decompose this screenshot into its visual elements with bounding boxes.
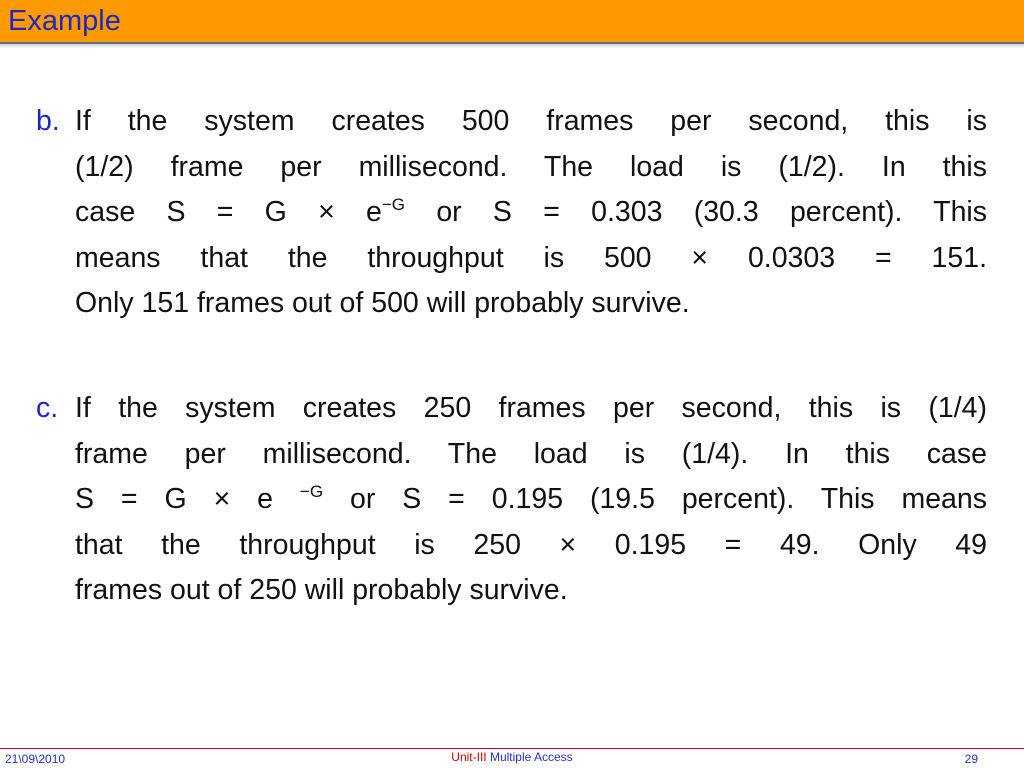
formula-exponent: −G (381, 195, 406, 214)
text-line: If the system creates 250 frames per second, this is (1/4) (75, 392, 987, 424)
footer-unit: Unit-III (451, 750, 487, 764)
page-number: 29 (964, 752, 978, 766)
footer-divider (0, 748, 1024, 749)
title-bar (0, 0, 1024, 44)
formula-rest: or S = 0.195 (19.5 percent). This means (349, 483, 987, 515)
footer-topic: Multiple Access (486, 750, 573, 764)
footer-unit-title (0, 750, 1024, 764)
text-line: means that the throughput is 500 × 0.0303 = 151. (75, 241, 987, 274)
bullet-marker-b: b. (36, 105, 60, 137)
bullet-item-b (36, 99, 988, 327)
text-line-formula (75, 477, 987, 523)
text-line: that the throughput is 250 × 0.195 = 49. Only 49 (75, 528, 987, 561)
text-line-formula (75, 190, 987, 236)
formula-rest: or S = 0.303 (30.3 percent). This (436, 196, 988, 228)
formula-text: case S = G × e (75, 196, 382, 228)
formula-text: S = G × e (75, 483, 273, 515)
text-line: If the system creates 500 frames per second, this is (75, 105, 987, 137)
slide-title: Example (8, 5, 121, 37)
bullet-marker-c: c. (36, 392, 59, 424)
formula-exponent: −G (299, 482, 324, 501)
text-line: frame per millisecond. The load is (1/4). In this case (75, 437, 987, 470)
text-line: frames out of 250 will probably survive. (75, 574, 568, 606)
text-line: (1/2) frame per millisecond. The load is (1/2). In this (75, 150, 987, 183)
text-line: Only 151 frames out of 500 will probably survive. (75, 287, 690, 319)
bullet-item-c (36, 386, 987, 614)
title-bar-shadow (0, 44, 1024, 48)
footer-date: 21\09\2010 (5, 752, 66, 766)
